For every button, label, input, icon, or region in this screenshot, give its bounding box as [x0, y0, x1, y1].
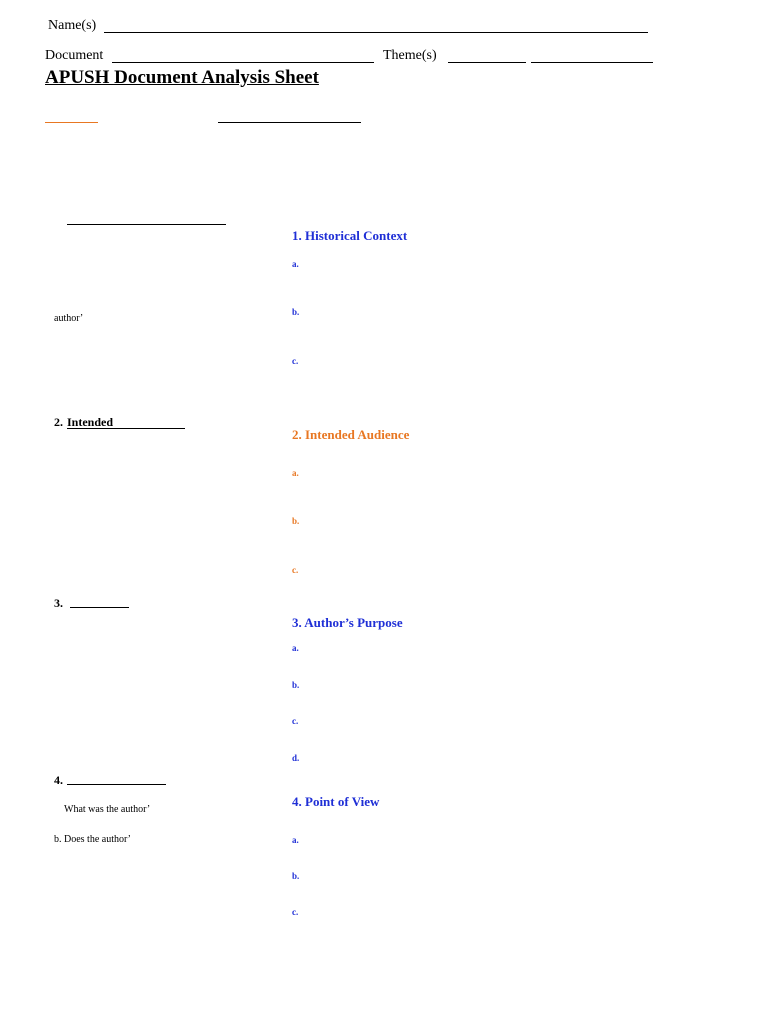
- document-label: Document: [45, 48, 104, 63]
- q4-number: 4.: [54, 773, 63, 787]
- section-2-item-a: a.: [292, 468, 299, 478]
- document-field-line[interactable]: [112, 62, 374, 63]
- q3-number: 3.: [54, 596, 63, 610]
- section-4-item-a: a.: [292, 835, 299, 845]
- page-title: APUSH Document Analysis Sheet: [45, 67, 319, 88]
- section-authors-purpose-title: 3. Author’s Purpose: [292, 615, 403, 630]
- section-2-item-b: b.: [292, 516, 300, 526]
- q4-sub-a: What was the author’: [64, 804, 151, 815]
- q2-answer-line[interactable]: [67, 428, 185, 429]
- names-label: Name(s): [48, 18, 97, 33]
- section-3-item-a: a.: [292, 643, 299, 653]
- names-field-line[interactable]: [104, 32, 648, 33]
- blank-line-orange[interactable]: [45, 122, 98, 123]
- section-4-item-c: c.: [292, 907, 299, 917]
- blank-line-source[interactable]: [218, 122, 361, 123]
- section-3-item-b: b.: [292, 680, 300, 690]
- themes-label: Theme(s): [383, 48, 437, 63]
- q2-label: Intended: [67, 415, 114, 429]
- author-fragment: author’: [54, 313, 84, 324]
- q4-sub-b: b. Does the author’: [54, 834, 132, 845]
- section-1-item-b: b.: [292, 307, 300, 317]
- section-1-item-c: c.: [292, 356, 299, 366]
- section-point-of-view-title: 4. Point of View: [292, 794, 380, 809]
- section-3-item-d: d.: [292, 753, 300, 763]
- section-1-item-a: a.: [292, 259, 299, 269]
- section-3-item-c: c.: [292, 716, 299, 726]
- section-2-item-c: c.: [292, 565, 299, 575]
- q4-answer-line[interactable]: [67, 784, 166, 785]
- section-historical-context-title: 1. Historical Context: [292, 228, 408, 243]
- section-4-item-b: b.: [292, 871, 300, 881]
- section-intended-audience-title: 2. Intended Audience: [292, 427, 410, 442]
- q1-answer-line[interactable]: [67, 224, 226, 225]
- q3-answer-line[interactable]: [70, 607, 129, 608]
- theme-field-line-1[interactable]: [448, 62, 526, 63]
- theme-field-line-2[interactable]: [531, 62, 653, 63]
- q2-number: 2.: [54, 415, 63, 429]
